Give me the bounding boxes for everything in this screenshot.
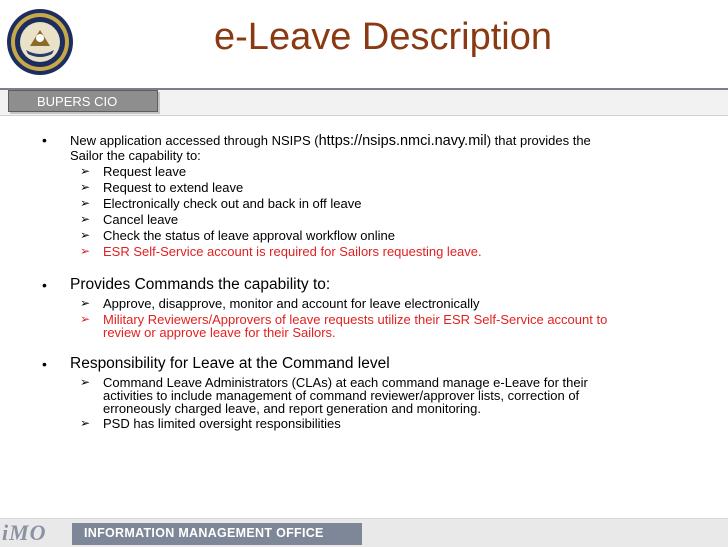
footer-label: INFORMATION MANAGEMENT OFFICE	[84, 526, 324, 540]
bullet-text-continued: Sailor the capability to:	[70, 148, 201, 163]
arrowhead-bullet-icon: ➢	[80, 196, 91, 210]
arrowhead-bullet-icon: ➢	[80, 228, 91, 242]
arrowhead-bullet-icon: ➢	[80, 375, 91, 389]
bullet-marker: •	[42, 132, 47, 148]
list-item: Request to extend leave	[103, 180, 244, 195]
list-item: Approve, disapprove, monitor and account for leave electronically	[103, 296, 480, 311]
bullet-marker: •	[42, 277, 47, 293]
list-item-continued: erroneously charged leave, and report generation and monitoring.	[103, 401, 481, 416]
list-item-highlight: ESR Self-Service account is required for Sailors requesting leave.	[103, 244, 482, 259]
footer-bar	[0, 518, 728, 547]
bullet-text: Responsibility for Leave at the Command level	[70, 355, 390, 372]
header-badge	[8, 90, 158, 112]
header-badge-label: BUPERS CIO	[37, 94, 118, 109]
imo-logo: iMO	[2, 520, 47, 545]
arrowhead-bullet-icon: ➢	[80, 296, 91, 310]
list-item: PSD has limited oversight responsibilities	[103, 416, 341, 431]
list-item-highlight-continued: review or approve leave for their Sailors.	[103, 325, 336, 340]
list-item: Check the status of leave approval workflow online	[103, 228, 395, 243]
arrowhead-bullet-icon: ➢	[80, 312, 91, 326]
list-item-highlight: Military Reviewers/Approvers of leave requests utilize their ESR Self-Service account to	[103, 312, 608, 327]
list-item: Request leave	[103, 164, 187, 179]
bullet-text: Provides Commands the capability to:	[70, 276, 331, 293]
arrowhead-bullet-icon: ➢	[80, 212, 91, 226]
bullet-marker: •	[42, 356, 47, 372]
nsips-url: https://nsips.nmci.navy.mil	[318, 133, 487, 149]
list-item: Command Leave Administrators (CLAs) at each command manage e-Leave for their	[103, 375, 588, 390]
bullet-text: New application accessed through NSIPS (https://nsips.nmci.navy.mil) that provides the	[70, 133, 591, 149]
list-item: Cancel leave	[103, 212, 179, 227]
arrowhead-bullet-icon: ➢	[80, 164, 91, 178]
arrowhead-bullet-icon: ➢	[80, 244, 91, 258]
list-item: Electronically check out and back in off leave	[103, 196, 362, 211]
page-title: e-Leave Description	[214, 16, 552, 58]
arrowhead-bullet-icon: ➢	[80, 416, 91, 430]
arrowhead-bullet-icon: ➢	[80, 180, 91, 194]
list-item-continued: activities to include management of command reviewer/approver lists, correction of	[103, 388, 580, 403]
